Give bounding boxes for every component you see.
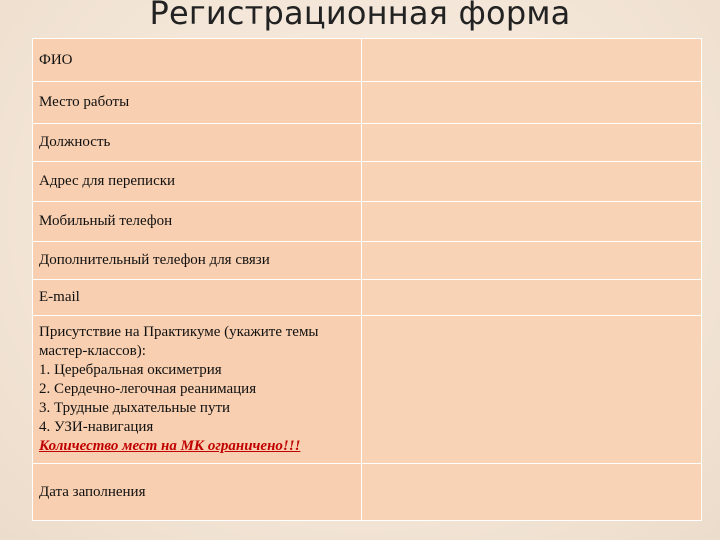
email-field[interactable] [362, 280, 702, 316]
form-row-fio [33, 39, 702, 82]
registration-form-table [32, 38, 702, 521]
form-row-mobile [33, 202, 702, 242]
form-row-email [33, 280, 702, 316]
mobile-label: Мобильный телефон [33, 202, 362, 242]
email-label: E-mail [33, 280, 362, 316]
limited-seats-warning: Количество мест на МК ограничено!!! [39, 438, 301, 454]
fio-field[interactable] [362, 39, 702, 82]
date-label: Дата заполнения [33, 464, 362, 521]
form-row-extra-phone [33, 242, 702, 280]
extra-phone-label: Дополнительный телефон для связи [33, 242, 362, 280]
work-field[interactable] [362, 82, 702, 124]
address-label: Адрес для переписки [33, 162, 362, 202]
master-class-item: 4. УЗИ-навигация [39, 419, 154, 435]
attendance-field[interactable] [362, 316, 702, 464]
date-field[interactable] [362, 464, 702, 521]
form-row-address [33, 162, 702, 202]
master-class-list [39, 361, 355, 437]
position-label: Должность [33, 124, 362, 162]
attendance-intro: Присутствие на Практикуме (укажите темы мастер-классов): [39, 324, 319, 359]
form-row-attendance [33, 316, 702, 464]
attendance-label-cell [33, 316, 362, 464]
form-row-date [33, 464, 702, 521]
extra-phone-field[interactable] [362, 242, 702, 280]
master-class-item: 1. Церебральная оксиметрия [39, 362, 222, 378]
work-label: Место работы [33, 82, 362, 124]
form-row-work [33, 82, 702, 124]
fio-label: ФИО [33, 39, 362, 82]
form-row-position [33, 124, 702, 162]
mobile-field[interactable] [362, 202, 702, 242]
position-field[interactable] [362, 124, 702, 162]
address-field[interactable] [362, 162, 702, 202]
master-class-item: 3. Трудные дыхательные пути [39, 400, 231, 416]
master-class-item: 2. Сердечно-легочная реанимация [39, 381, 257, 397]
page-title: Регистрационная форма [149, 0, 571, 32]
